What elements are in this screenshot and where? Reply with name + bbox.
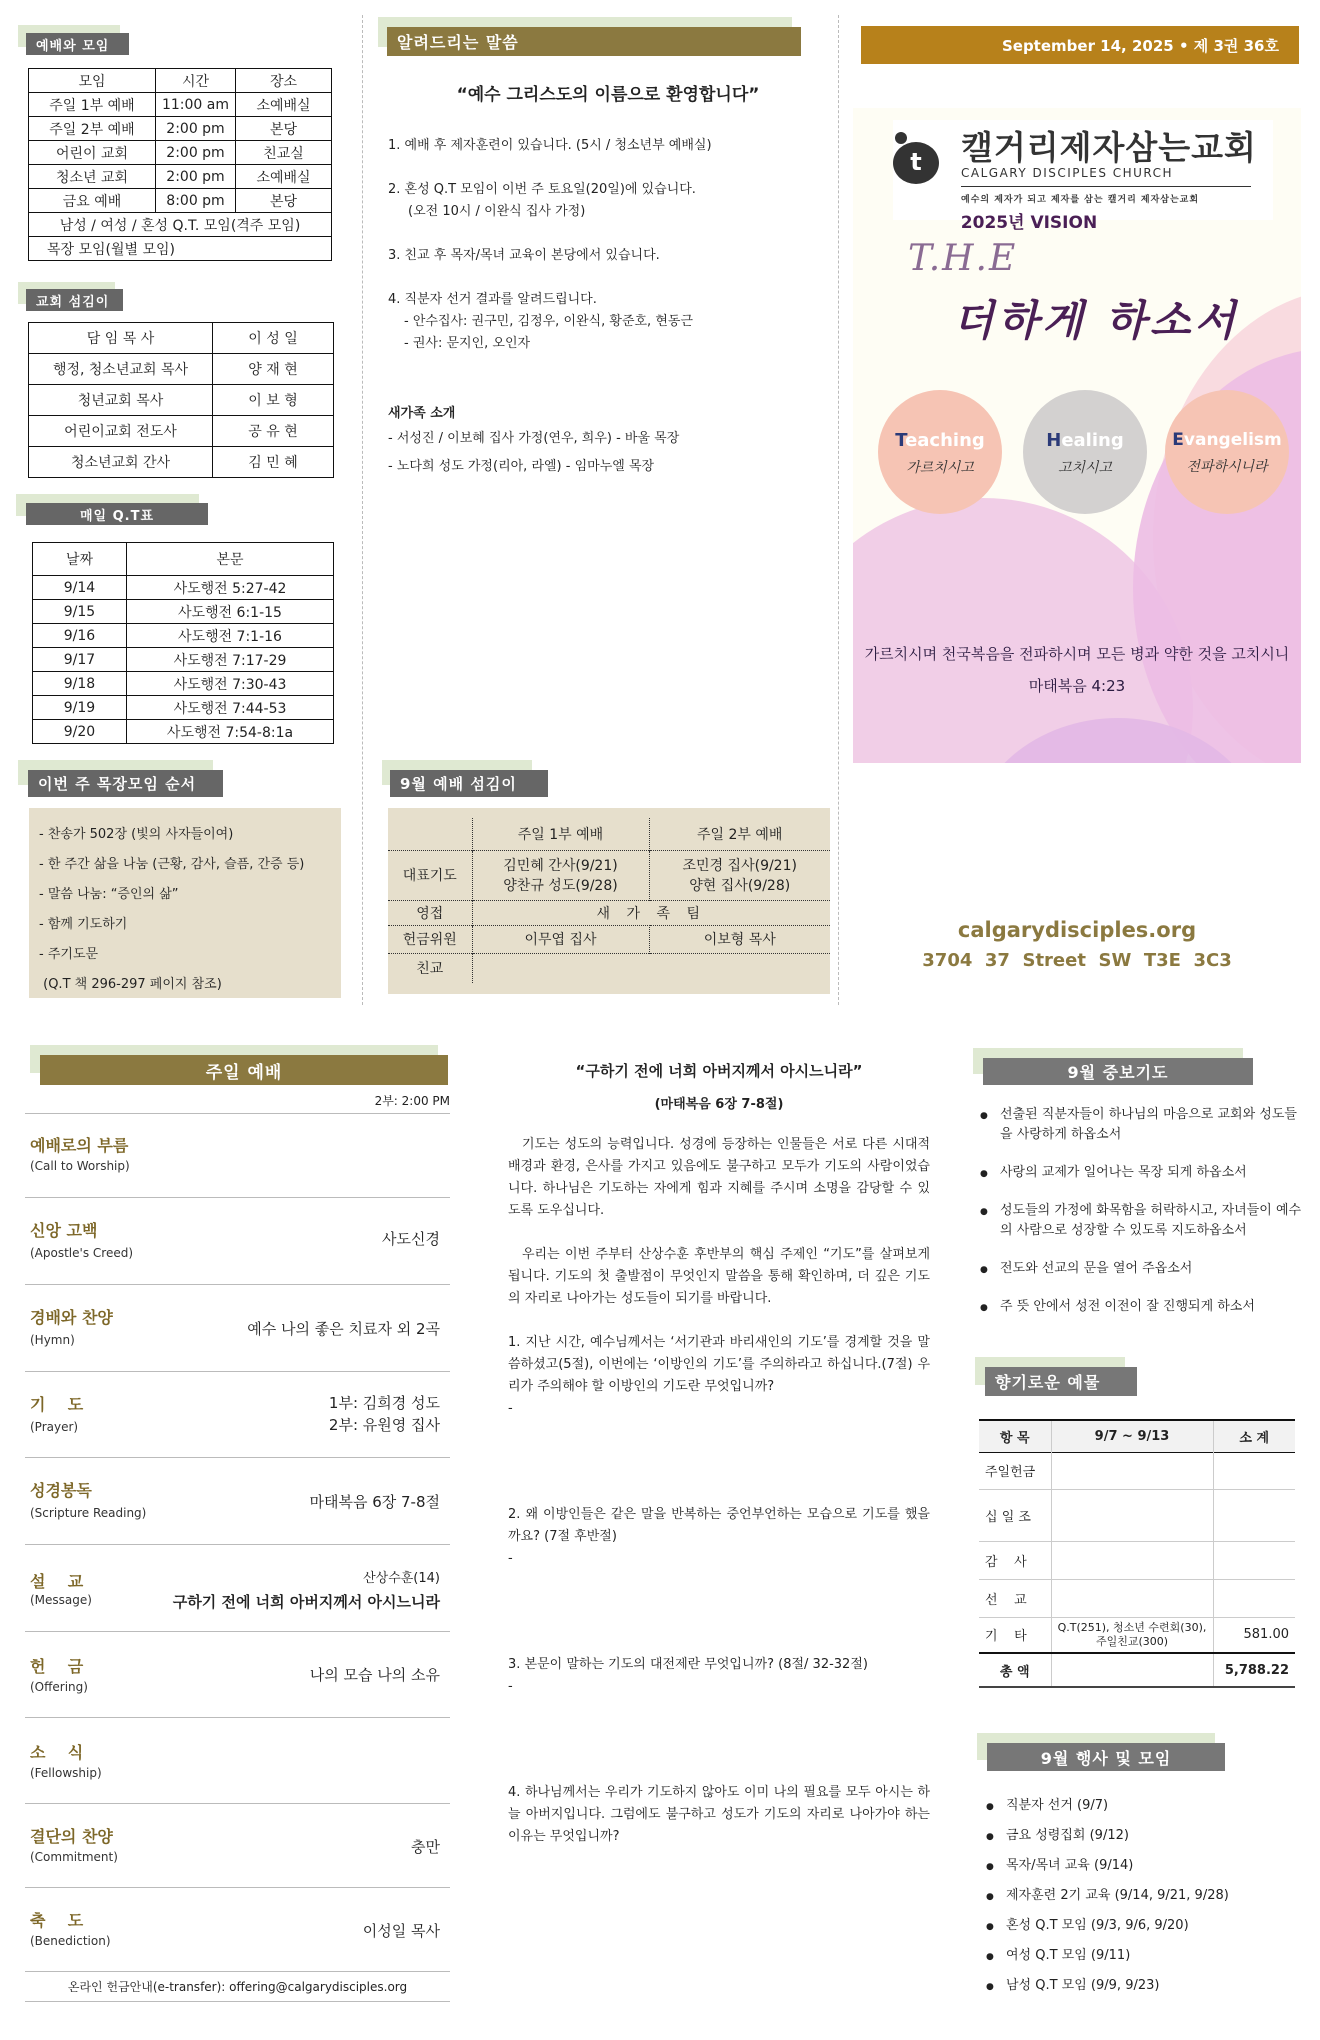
cover-verse-ref: 마태복음 4:23: [1028, 677, 1126, 695]
sermon-section: “구하기 전에 너희 아버지께서 아시느니라” (마태복음 6장 7-8절) 기도는 성도의 능력입니다. 성경에 등장하는 인물들은 서로 다른 시대적 배경과 환경, 은사를 가지고 있음에도 불구하고 모두가 기도의 사람이었습니다. 하나님은 기도하는 자에게 힘과 지혜를 주시며 소명을 감당할 수 있도록 도우십니다. 우리는 이번 주부터 산상수훈 후반부의 핵심 주제인 “기도”를 살펴보게 됩니다. 기도의 첫 출발점이 무엇인지 말씀을 통해 확인하며, 더 깊은 기도의 자리로 나아가는 성도들이 되기를 바랍니다. 1. 지난 시간, 예수님께서는 ‘서기관과 바리새인의 기도’를 경계할 것을 말씀하셨고(5절), 이번에는 ‘이방인의 기도’를 주의하라고 하십니다.(7절) 우리가 주의해야 할 이방인의 기도란 무엇입니까? - 2. 왜 이방인들은 같은 말을 반복하는 중언부언하는 모습으로 기도를 했을까요? (7절 후반절) - 3. 본문이 말하는 기도의 대전제란 무엇입니까? (8절/ 32-32절) - 4. 하나님께서는 우리가 기도하지 않아도 이미 나의 필요를 모두 아시는 하늘 아버지입니다. 그럼에도 불구하고 성도가 기도의 자리로 나아가야 하는 이유는 무엇입니까?: [508, 1060, 930, 1848]
table-row: 남성 / 여성 / 혼성 Q.T. 모임(격주 모임): [29, 213, 332, 237]
fold-line-right: [838, 15, 839, 1005]
table-row: 9/17 사도행전 7:17-29: [33, 648, 334, 672]
table-row: 9/14 사도행전 5:27-42: [33, 576, 334, 600]
september-servants-box: 주일 1부 예배 주일 2부 예배 대표기도 김민혜 간사(9/21) 양찬규 성도(9/28) 조민경 집사(9/21) 양현 집사(9/28) 영접 새 가 족 팀 헌금위원 이무엽 집사 이보형 목사 친교: [388, 808, 830, 994]
slogan: 더하게 하소서: [953, 296, 1240, 345]
table-row: 감 사: [979, 1541, 1295, 1579]
address: 3704 37 Street SW T3E 3C3: [922, 950, 1232, 971]
table-row: 선 교: [979, 1579, 1295, 1617]
cell-order-box: [29, 808, 341, 998]
table-row: 9/15 사도행전 6:1-15: [33, 600, 334, 624]
list-item: ● 남성 Q.T 모임 (9/9, 9/23): [984, 1971, 1314, 2001]
table-row: 기 타 Q.T(251), 청소년 수련회(30), 주일친교(300) 581.00: [979, 1617, 1295, 1653]
table-row: 행정, 청소년교회 목사 양 재 현: [29, 354, 334, 385]
circle-teaching: Teaching 가르치시고: [878, 390, 1002, 514]
announcement-3: 3. 친교 후 목자/목녀 교육이 본당에서 있습니다.: [388, 248, 660, 263]
list-item: ● 목자/목녀 교육 (9/14): [984, 1851, 1314, 1881]
service-time: 2부: 2:00 PM: [374, 1094, 450, 1108]
sermon-ref: (마태복음 6장 7-8절): [654, 1097, 784, 1112]
list-item: ● 성도들의 가정에 화목함을 허락하시고, 자녀들이 예수의 사람으로 성장할 수 있도록 지도하옵소서: [978, 1201, 1308, 1241]
order-hymn: 경배와 찬양 (Hymn) 예수 나의 좋은 치료자 외 2곡: [25, 1285, 450, 1372]
list-item: ● 직분자 선거 (9/7): [984, 1791, 1314, 1821]
order-prayer: 기 도 (Prayer) 1부: 김희경 성도 2부: 유원영 집사: [25, 1372, 450, 1458]
sunday-service-header: 주일 예배: [30, 1045, 450, 1085]
website: calgarydisciples.org: [957, 918, 1197, 942]
table-row: 목장 모임(월별 모임): [29, 237, 332, 261]
order-creed: 신앙 고백 (Apostle's Creed) 사도신경: [25, 1198, 450, 1285]
daily-qt-header: 매일 Q.T표: [16, 494, 216, 530]
fold-line-left: [362, 15, 363, 1005]
sermon-title: “구하기 전에 너희 아버지께서 아시느니라”: [575, 1062, 863, 1080]
announcements-header: 알려드리는 말씀: [378, 17, 823, 59]
new-family-item: - 서성진 / 이보혜 집사 가정(연우, 희우) - 바울 목장: [388, 431, 680, 446]
announcement-1: 1. 예배 후 제자훈련이 있습니다. (5시 / 청소년부 예배실): [388, 138, 712, 153]
daily-qt-table: 날짜 본문 9/14 사도행전 5:27-42 9/15 사도행전 6:1-15 9/16 사도행전 7:1-16 9/17 사도행전 7:17-29 9/18 사도행전 7:30-43 9/19 사도행전 7:44-53 9/20 사도행전 7:54-8:1a: [32, 542, 334, 744]
total-row: 총 액 5,788.22: [979, 1653, 1295, 1687]
table-row: 담 임 목 사 이 성 일: [29, 323, 334, 354]
september-servants-header: 9월 예배 섬김이: [382, 760, 562, 800]
cover-image: [853, 108, 1301, 763]
online-offering: 온라인 헌금안내(e-transfer): offering@calgarydisciples.org: [67, 1980, 408, 1994]
church-logo: t 캘거리제자삼는교회 CALGARY DISCIPLES CHURCH 예수의 제자가 되고 제자를 삼는 캘거리 제자삼는교회: [893, 120, 1273, 220]
sermon-paragraph: 우리는 이번 주부터 산상수훈 후반부의 핵심 주제인 “기도”를 살펴보게 됩니다. 기도의 첫 출발점이 무엇인지 말씀을 통해 확인하며, 더 깊은 기도의 자리로 나아가는 성도들이 되기를 바랍니다.: [508, 1247, 930, 1306]
order-call-to-worship: 예배로의 부름 (Call to Worship): [25, 1113, 450, 1198]
new-family-item: - 노다희 성도 가정(리아, 라엘) - 임마누엘 목장: [388, 459, 655, 474]
list-item: ● 선출된 직분자들이 하나님의 마음으로 교회와 성도들을 사랑하게 하옵소서: [978, 1105, 1308, 1145]
welcome-heading: “예수 그리스도의 이름으로 환영합니다”: [456, 85, 760, 105]
worship-meetings-table: 모임 시간 장소 주일 1부 예배 11:00 am 소예배실 주일 2부 예배 2:00 pm 본당 어린이 교회 2:00 pm 친교실 청소년 교회 2:00 pm 소예배실 금요 예배 8:00 pm 본당 남성 / 여성 / 혼성 Q.T. 모임(격주 모임) 목장 모임(월별 모임): [28, 68, 332, 261]
church-staff-table: [28, 322, 334, 478]
list-item: ● 주 뜻 안에서 성전 이전이 잘 진행되게 하소서: [978, 1297, 1308, 1317]
cell-order-header: 이번 주 목장모임 순서: [18, 760, 228, 800]
order-fellowship: 소 식 (Fellowship): [25, 1718, 450, 1804]
vision-year: 2025년 VISION: [960, 213, 1098, 233]
table-row: 9/20 사도행전 7:54-8:1a: [33, 720, 334, 744]
list-item: - 주기도문: [39, 947, 99, 962]
table-row: 어린이교회 전도사 공 유 현: [29, 416, 334, 447]
order-commitment: 결단의 찬양 (Commitment) 충만: [25, 1804, 450, 1888]
intercession-header: 9월 중보기도: [973, 1048, 1253, 1088]
table-row: 십 일 조: [979, 1489, 1295, 1541]
table-row: 청소년 교회 2:00 pm 소예배실: [29, 165, 332, 189]
table-row: 금요 예배 8:00 pm 본당: [29, 189, 332, 213]
logo-icon: t: [893, 132, 939, 178]
table-row: 주일 1부 예배 11:00 am 소예배실: [29, 93, 332, 117]
list-item: - 한 주간 삶을 나눔 (근황, 감사, 슬픔, 간증 등): [39, 857, 305, 872]
announcement-4: 4. 직분자 선거 결과를 알려드립니다.: [388, 292, 597, 307]
list-item: ● 사랑의 교제가 일어나는 목장 되게 하옵소서: [978, 1163, 1308, 1183]
list-item: (Q.T 책 296-297 페이지 참조): [39, 977, 222, 992]
table-row: 청년교회 목사 이 보 형: [29, 385, 334, 416]
sermon-question-3: 3. 본문이 말하는 기도의 대전제란 무엇입니까? (8절/ 32-32절): [508, 1657, 868, 1672]
list-item: - 찬송가 502장 (빛의 사자들이여): [39, 827, 234, 842]
order-benediction: 축 도 (Benediction) 이성일 목사: [25, 1888, 450, 1972]
table-row: 9/16 사도행전 7:1-16: [33, 624, 334, 648]
events-list: [984, 1791, 1314, 2001]
list-item: ● 혼성 Q.T 모임 (9/3, 9/6, 9/20): [984, 1911, 1314, 1941]
sermon-paragraph: 기도는 성도의 능력입니다. 성경에 등장하는 인물들은 서로 다른 시대적 배경과 환경, 은사를 가지고 있음에도 불구하고 모두가 기도의 사람이었습니다. 하나님은 기도하는 자에게 힘과 지혜를 주시며 소명을 감당할 수 있도록 도우십니다.: [508, 1137, 930, 1218]
the-text: T.H.E: [908, 238, 1018, 279]
order-message: 설 교 (Message) 산상수훈(14) 구하기 전에 너희 아버지께서 아시느니라: [25, 1545, 450, 1632]
table-row: 청소년교회 간사 김 민 혜: [29, 447, 334, 478]
offerings-header: 향기로운 예물: [975, 1357, 1155, 1397]
table-row: 어린이 교회 2:00 pm 친교실: [29, 141, 332, 165]
worship-meetings-header: 예배와 모임: [18, 25, 138, 61]
list-item: - 말씀 나눔: “증인의 삶”: [39, 887, 179, 902]
table-row: 주일 2부 예배 2:00 pm 본당: [29, 117, 332, 141]
sermon-question-4: 4. 하나님께서는 우리가 기도하지 않아도 이미 나의 필요를 모두 아시는 하늘 아버지입니다. 그럼에도 불구하고 성도가 기도의 자리로 나아가야 하는 이유는 무엇입니까?: [508, 1785, 930, 1844]
table-row: 9/18 사도행전 7:30-43: [33, 672, 334, 696]
sermon-question-2: 2. 왜 이방인들은 같은 말을 반복하는 중언부언하는 모습으로 기도를 했을까요? (7절 후반절): [508, 1507, 930, 1544]
table-row: 주일헌금: [979, 1452, 1295, 1489]
circle-evangelism: Evangelism 전파하시니라: [1165, 390, 1289, 514]
new-family-title: 새가족 소개: [388, 406, 456, 421]
circle-healing: Healing 고치시고: [1023, 390, 1147, 514]
intercession-list: [978, 1105, 1308, 1317]
list-item: ● 금요 성령집회 (9/12): [984, 1821, 1314, 1851]
sermon-question-1: 1. 지난 시간, 예수님께서는 ‘서기관과 바리새인의 기도’를 경계할 것을 말씀하셨고(5절), 이번에는 ‘이방인의 기도’를 주의하라고 하십니다.(7절) 우리가 주의해야 할 이방인의 기도란 무엇입니까?: [508, 1335, 930, 1394]
announcements-body: “예수 그리스도의 이름으로 환영합니다” 1. 예배 후 제자훈련이 있습니다. (5시 / 청소년부 예배실) 2. 혼성 Q.T 모임이 이번 주 토요일(20일)에 있습니다. (오전 10시 / 이완식 집사 가정) 3. 친교 후 목자/목녀 교육이 본당에서 있습니다. 4. 직분자 선거 결과를 알려드립니다. - 안수집사: 권구민, 김정우, 이완식, 황준호, 현동근 - 권사: 문지인, 오인자 새가족 소개 - 서성진 / 이보혜 집사 가정(연우, 희우) - 바울 목장 - 노다희 성도 가정(리아, 라엘) - 임마누엘 목장: [388, 80, 828, 481]
order-scripture: 성경봉독 (Scripture Reading) 마태복음 6장 7-8절: [25, 1458, 450, 1545]
announcement-2: 2. 혼성 Q.T 모임이 이번 주 토요일(20일)에 있습니다.: [388, 182, 696, 197]
date-bar: September 14, 2025 • 제 3권 36호: [861, 26, 1299, 64]
church-staff-header: 교회 섬김이: [18, 282, 138, 318]
events-header: 9월 행사 및 모임: [977, 1733, 1237, 1773]
order-offering: 헌 금 (Offering) 나의 모습 나의 소유: [25, 1632, 450, 1718]
cover-verse: 가르치시며 천국복음을 전파하시며 모든 병과 약한 것을 고치시니: [864, 645, 1290, 663]
list-item: ● 여성 Q.T 모임 (9/11): [984, 1941, 1314, 1971]
list-item: - 함께 기도하기: [39, 917, 128, 932]
table-row: 9/19 사도행전 7:44-53: [33, 696, 334, 720]
list-item: ● 제자훈련 2기 교육 (9/14, 9/21, 9/28): [984, 1881, 1314, 1911]
list-item: ● 전도와 선교의 문을 열어 주옵소서: [978, 1259, 1308, 1279]
offerings-table: 항 목 9/7 ~ 9/13 소 계 주일헌금 십 일 조 감 사 선 교 기 타 Q.T(251), 청소년 수련회(30), 주일친교(300) 581.00 총 액 5,788.22: [979, 1419, 1295, 1688]
